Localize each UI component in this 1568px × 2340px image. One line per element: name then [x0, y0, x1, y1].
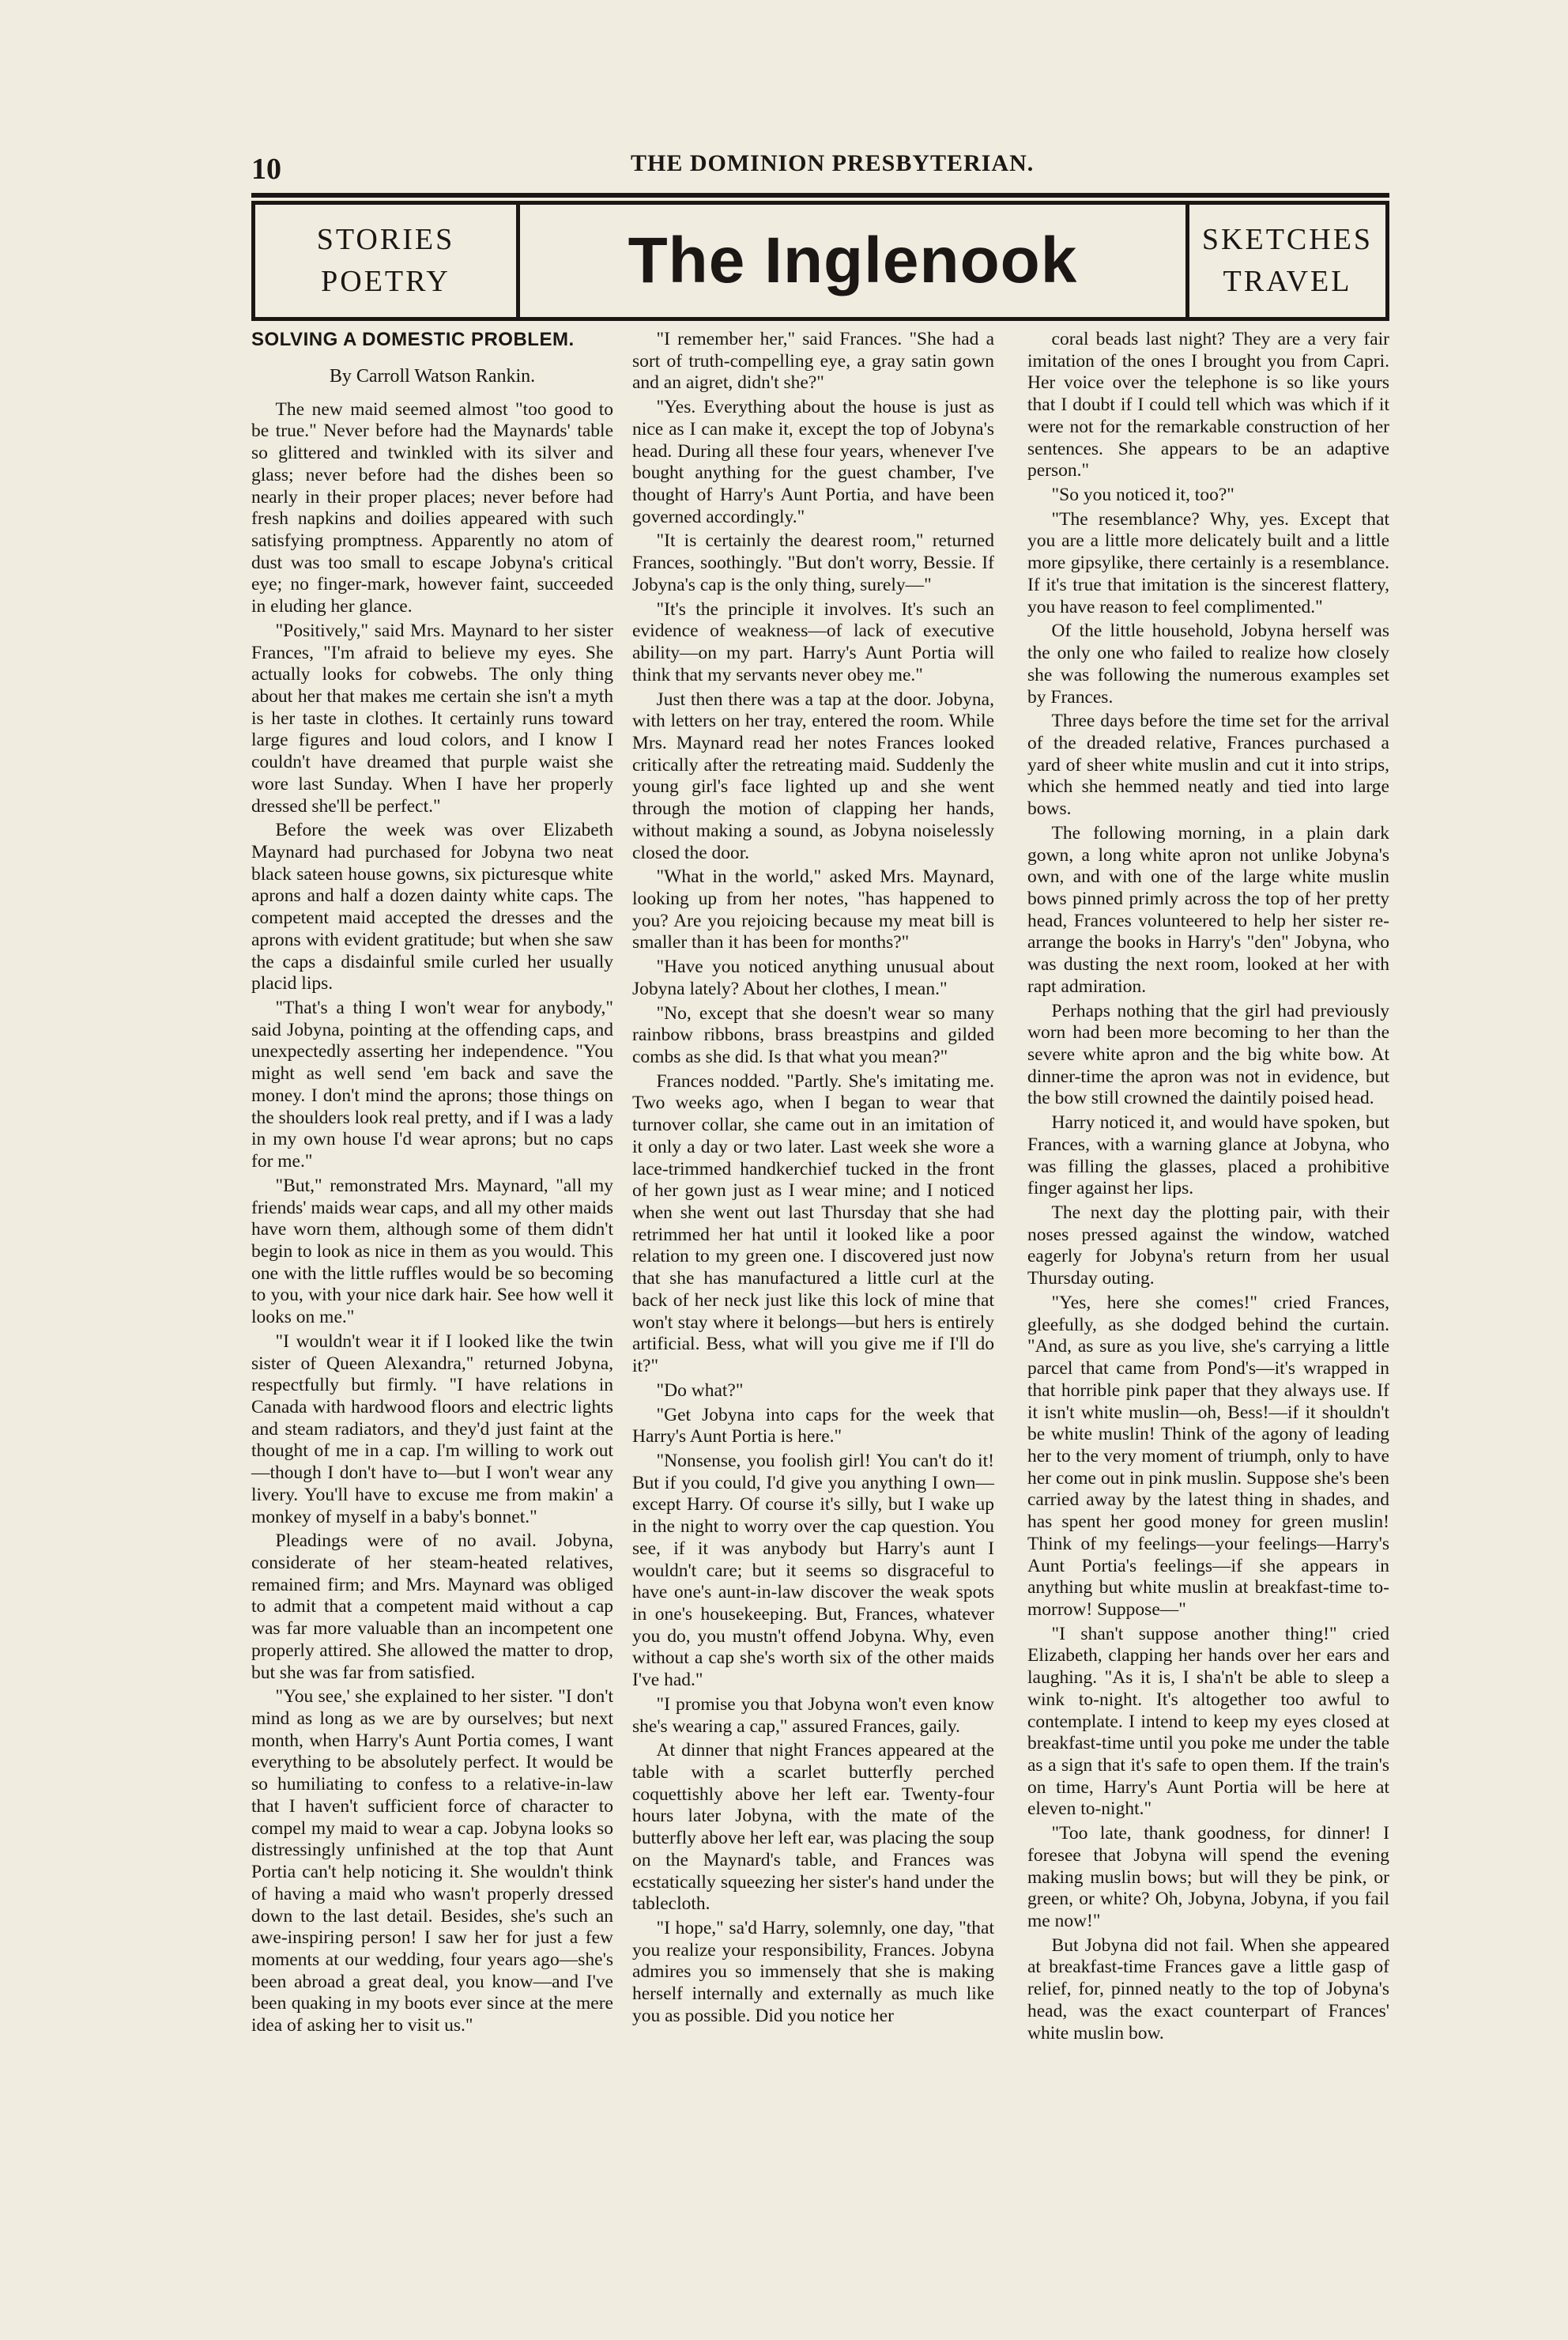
paragraph: "Nonsense, you foolish girl! You can't do it! But if you could, I'd give you anything I own—except Harry. Of course it's silly, but I wake up in the night to worry over the cap question. You see, if it was anybody but Harry's aunt I wouldn't care; but it seems so disgraceful to have one's aunt-in-law discover the weak spots in one's housekeeping. But, Frances, whatever you do, you mustn't offend Jobyna. Why, even without a cap she's worth six of the other maids I've had." — [632, 1450, 994, 1691]
paragraph: Pleadings were of no avail. Jobyna, considerate of her steam-heated relatives, remained firm; and Mrs. Maynard was obliged to admit that a competent maid without a cap was far more valuable than an incompetent one properly attired. She allowed the matter to drop, but she was far from satisfied. — [251, 1530, 613, 1683]
paragraph: Of the little household, Jobyna herself was the only one who failed to realize how closely she was following the numerous examples set by Frances. — [1027, 621, 1389, 708]
paragraph: Before the week was over Elizabeth Maynard had purchased for Jobyna two neat black sateen house gowns, six picturesque white aprons and half a dozen dainty white caps. The competent maid accepted the dresses and the aprons with evident gratitude; but when she saw the caps a disdainful smile curled her usually placid lips. — [251, 820, 613, 994]
masthead-right-box — [1185, 205, 1385, 317]
masthead-left-box — [255, 205, 520, 317]
paragraph: "Have you noticed anything unusual about Jobyna lately? About her clothes, I mean." — [632, 957, 994, 999]
paragraph: "Yes. Everything about the house is just as nice as I can make it, except the top of Jobyna's head. During all these four years, whenever I've bought anything for the guest chamber, I've thought of Harry's Aunt Portia, and have been governed accordingly." — [632, 397, 994, 527]
paragraph: Three days before the time set for the arrival of the dreaded relative, Frances purchased a yard of sheer white muslin and cut it into strips, which she hemmed neatly and tied into large bows. — [1027, 711, 1389, 820]
paragraph: "Do what?" — [656, 1379, 744, 1401]
paragraph: "I hope," sa'd Harry, solemnly, one day, "that you realize your responsibility, Frances. Jobyna admires you so immensely that she is making herself internally and externally as much like you as possible. Did you notice her — [632, 1918, 994, 2026]
paragraph: Frances nodded. "Partly. She's imitating me. Two weeks ago, when I began to wear that turnover collar, she came out in an imitation of it only a day or two later. Last week she wore a lace-trimmed handkerchief tucked in the front of her gown just as I wear mine; and I noticed when she went out last Thursday that she had retrimmed her hat until it looked like a poor relation to my green one. I discovered just now that she has manufactured a little curl at the back of her neck just like this lock of mine that won't stay where it belongs—but hers is entirely artificial. Bess, what will you give me if I'll do it?" — [632, 1070, 994, 1377]
paragraph: "Too late, thank goodness, for dinner! I foresee that Jobyna will spend the evening making muslin bows; but will they be pink, or green, or white? Oh, Jobyna, Jobyna, if you fail me now!" — [1027, 1823, 1389, 1932]
paragraph: "It's the principle it involves. It's such an evidence of weakness—of lack of executive ability—on my part. Harry's Aunt Portia will think that my servants never obey me." — [632, 598, 994, 685]
paragraph: The next day the plotting pair, with their noses pressed against the window, watched eagerly for Jobyna's return from her usual Thursday outing. — [1027, 1202, 1389, 1289]
article-column-3 — [1027, 329, 1389, 2047]
paragraph: "You see,' she explained to her sister. "I don't mind as long as we are by ourselves; but next month, when Harry's Aunt Portia comes, I want everything to be absolutely perfect. It would be so humiliating to confess to a relative-in-law that I haven't sufficient force of character to compel my maid to wear a cap. Jobyna looks so distressingly unfinished at the top that Aunt Portia can't help noticing it. She wouldn't think of having a maid who wasn't properly dressed down to the last detail. Besides, she's such an awe-inspiring person! I saw her for just a few moments at our wedding, four years ago—she's been abroad a great deal, you know—and I've been quaking in my boots ever since at the mere idea of asking her to visit us." — [251, 1686, 613, 2036]
paragraph: The new maid seemed almost "too good to be true." Never before had the Maynards' table so glittered and twinkled with its silver and glass; never before had the dishes been so nearly in their proper places; never before had fresh napkins and doilies appeared with such satisfying promptness. Apparently no atom of dust was too small to escape Jobyna's critical eye; no finger-mark, however faint, succeeded in eluding her glance. — [251, 398, 613, 617]
paragraph: At dinner that night Frances appeared at the table with a scarlet butterfly perched coquettishly above her left ear. Twenty-four hours later Jobyna, with the mate of the butterfly above her left ear, was placing the soup on the Maynard's table, and Frances was ecstatically squeezing her sister's hand under the tablecloth. — [632, 1740, 994, 1915]
paragraph: "But," remonstrated Mrs. Maynard, "all my friends' maids wear caps, and all my other maids have worn them, although some of them didn't begin to look as nice in them as you would. This one with the little ruffles would be so becoming to you, with your nice dark hair. See how well it looks on me." — [251, 1175, 613, 1328]
masthead-left-line2: POETRY — [321, 265, 450, 298]
paragraph: "I promise you that Jobyna won't even know she's wearing a cap," assured Frances, gaily. — [632, 1693, 994, 1737]
paragraph: Harry noticed it, and would have spoken, but Frances, with a warning glance at Jobyna, who was filling the glasses, placed a prohibitive finger against her lips. — [1027, 1112, 1389, 1199]
paragraph: The following morning, in a plain dark gown, a long white apron not unlike Jobyna's own, and with one of the large white muslin bows pinned primly across the top of her pretty head, Frances volunteered to help her sister re-arrange the books in Harry's "den" Jobyna, who was dusting the next room, looked at her with rapt admiration. — [1027, 822, 1389, 997]
paragraph: "Positively," said Mrs. Maynard to her sister Frances, "I'm afraid to believe my eyes. She actually looks for cobwebs. The only thing about her that makes me certain she isn't a myth is her taste in clothes. It certainly runs toward large figures and loud colors, and I know I couldn't have dreamed that purple waist she wore last Sunday. When I have her properly dressed she'll be perfect." — [251, 620, 613, 817]
paragraph: "No, except that she doesn't wear so many rainbow ribbons, brass breastpins and gilded combs as she did. Is that what you mean?" — [632, 1002, 994, 1067]
paragraph: coral beads last night? They are a very fair imitation of the ones I brought you from Capri. Her voice over the telephone is so like yours that I doubt if I could tell which was which if it were not for the remarkable construction of her sentences. She appears to be an adaptive person." — [1027, 329, 1389, 481]
article-byline: By Carroll Watson Rankin. — [329, 366, 536, 387]
article-headline: SOLVING A DOMESTIC PROBLEM. — [251, 329, 575, 350]
masthead-left-line1: STORIES — [316, 222, 455, 256]
column-2-body — [632, 329, 994, 2028]
paragraph: "The resemblance? Why, yes. Except that you are a little more delicately built and a little more gipsylike, there certainly is a resemblance. If it's true that imitation is the sincerest flattery, you have reason to feel complimented." — [1027, 508, 1389, 617]
paragraph: "It is certainly the dearest room," returned Frances, soothingly. "But don't worry, Bessie. If Jobyna's cap is the only thing, surely—" — [632, 530, 994, 595]
column-1-body — [251, 399, 613, 2037]
article-column-1 — [251, 329, 613, 2040]
paragraph: "Get Jobyna into caps for the week that Harry's Aunt Portia is here." — [632, 1404, 994, 1447]
paragraph: "What in the world," asked Mrs. Maynard, looking up from her notes, "has happened to you? Are you rejoicing because my meat bill is smaller than it has been for months?" — [632, 866, 994, 953]
paragraph: "I remember her," said Frances. "She had a sort of truth-compelling eye, a gray satin gown and an aigret, didn't she?" — [632, 329, 994, 394]
paragraph: But Jobyna did not fail. When she appeared at breakfast-time Frances gave a little gasp of relief, for, pinned neatly to the top of Jobyna's head, was the exact counterpart of Frances' white muslin bow. — [1027, 1934, 1389, 2044]
header-rule — [251, 193, 1389, 198]
paragraph: "That's a thing I won't wear for anybody," said Jobyna, pointing at the offending caps, and unexpectedly asserting her independence. "You might as well send 'em back and save the money. I don't mind the aprons; those things on the shoulders look real pretty, and if I was a lady in my own house I'd wear aprons; but no caps for me." — [251, 998, 613, 1172]
paragraph: Perhaps nothing that the girl had previously worn had been more becoming to her than the severe white apron and the big white bow. At dinner-time the apron was not in evidence, but the bow still crowned the daintily poised head. — [1027, 1000, 1389, 1109]
masthead-right-line1: SKETCHES — [1201, 222, 1374, 256]
article-column-2 — [632, 329, 994, 2030]
masthead-right-line2: TRAVEL — [1223, 265, 1352, 298]
paragraph: "So you noticed it, too?" — [1051, 485, 1234, 506]
section-title: The Inglenook — [628, 225, 1078, 296]
publication-title: THE DOMINION PRESBYTERIAN. — [631, 150, 1035, 176]
paragraph: Just then there was a tap at the door. Jobyna, with letters on her tray, entered the room. While Mrs. Maynard read her notes Frances looked critically after the retreating maid. Suddenly the young girl's face lighted up and she went through the motion of clapping her hands, without making a sound, as Jobyna noiselessly closed the door. — [632, 689, 994, 863]
paragraph: "I wouldn't wear it if I looked like the twin sister of Queen Alexandra," returned Jobyna, respectfully but firmly. "I have relations in Canada with hardwood floors and electric lights and steam radiators, and they'd just faint at the thought of me in a cap. I'm willing to work out—though I don't have to—but I won't wear any livery. You'll have to excuse me from makin' a monkey of myself in a baby's bonnet." — [251, 1330, 613, 1527]
masthead — [251, 201, 1389, 321]
paragraph: "Yes, here she comes!" cried Frances, gleefully, as she dodged behind the curtain. "And, as sure as you live, she's carrying a little parcel that came from Pond's—it's wrapped in that horrible pink paper that they always use. If it isn't white muslin—oh, Bess!—if it shouldn't be white muslin! Think of the agony of leading her to the very moment of triumph, only to have her come out in pink muslin. Suppose she's been carried away by the latest thing in shades, and has spent her good money for green muslin! Think of my feelings—your feelings—Harry's Aunt Portia's feelings—if she appears in anything but white muslin at breakfast-time to-morrow! Suppose—" — [1027, 1292, 1389, 1620]
paragraph: "I shan't suppose another thing!" cried Elizabeth, clapping her hands over her ears and laughing. "As it is, I sha'n't be able to sleep a wink to-night. It's altogether too awful to contemplate. I intend to keep my eyes closed at breakfast-time until you poke me under the table as a sign that it's safe to open them. If the train's on time, Harry's Aunt Portia will be here at eleven to-night." — [1027, 1623, 1389, 1820]
page-number: 10 — [251, 153, 281, 186]
column-3-body — [1027, 329, 1389, 2044]
